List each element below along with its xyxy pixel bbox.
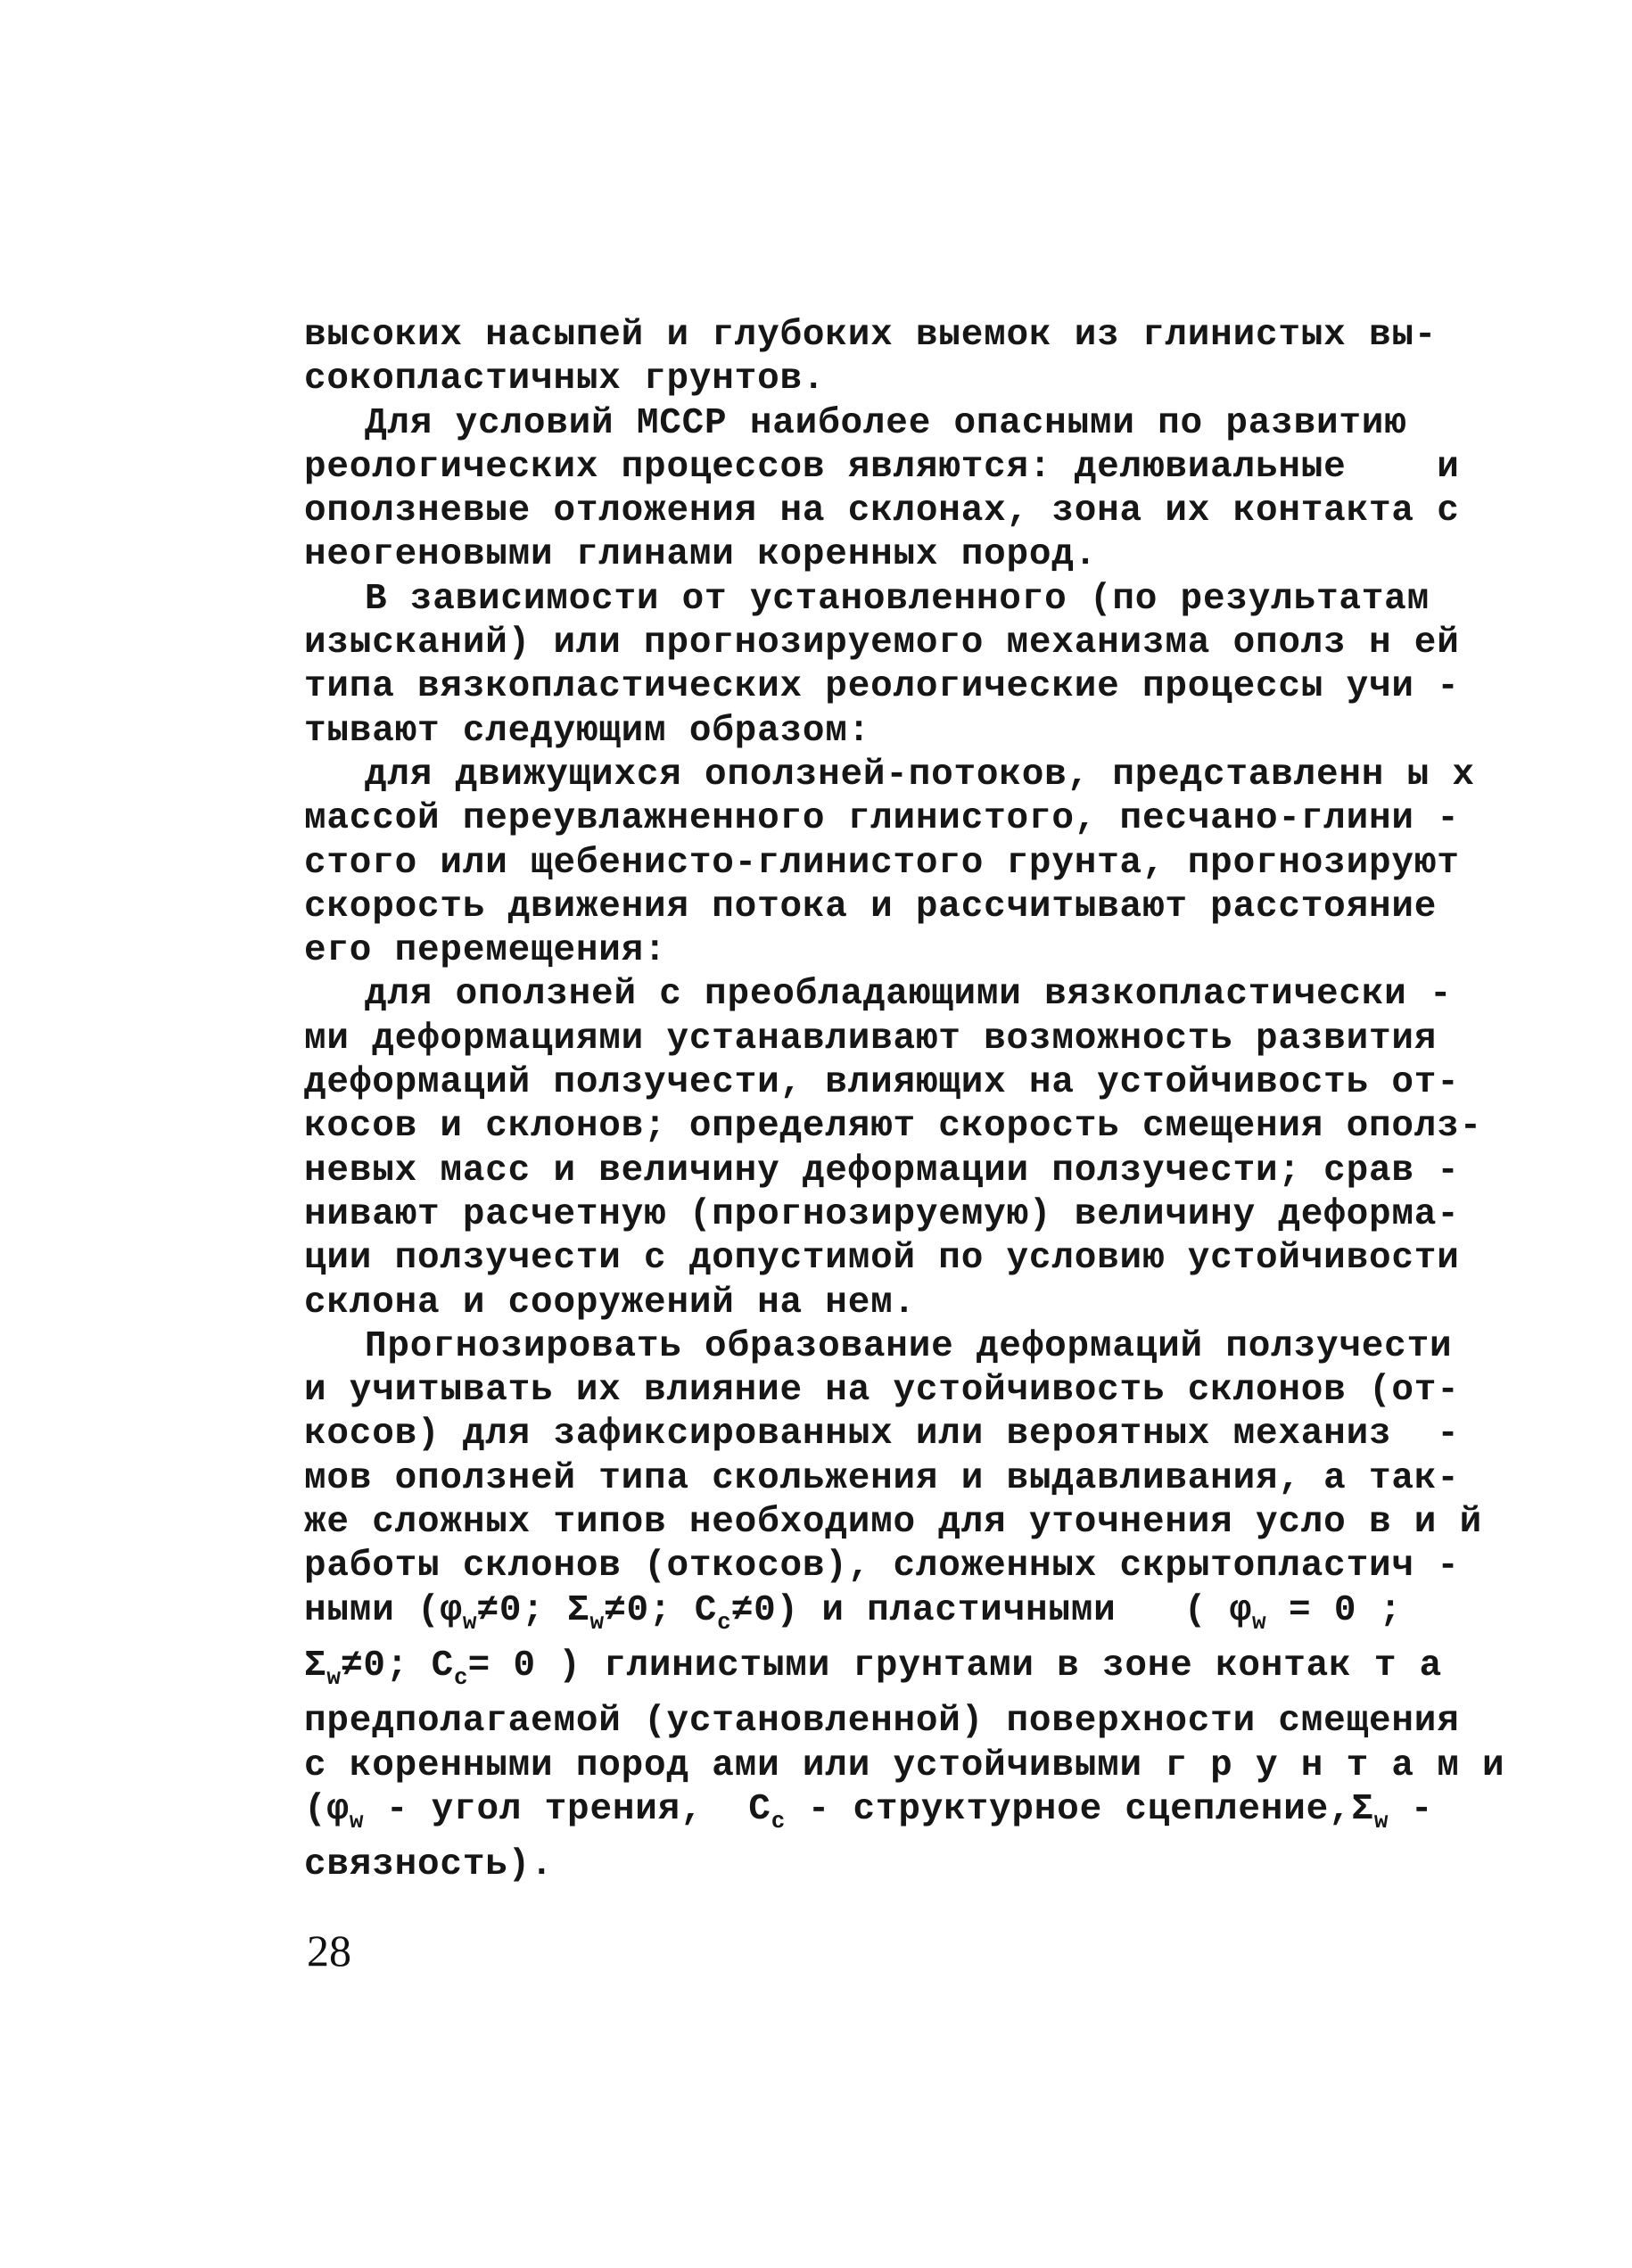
text-line [304,1788,1499,1843]
formula-text: = 0 ; [1265,1589,1403,1631]
formula-text: (φ [304,1788,350,1830]
text-line: В зависимости от установленного (по результатам [365,578,1430,620]
formula-subscript: w [1252,1608,1266,1636]
text-line: сокопластичных грунтов. [304,359,826,400]
text-line: с коренными пород ами или устойчивыми г р у н т а м и [304,1744,1505,1786]
formula-text: - структурное сцепление,Σ [785,1788,1374,1830]
text-line: предполагаемой (установленной) поверхности смещения [304,1701,1460,1743]
text-line: оползневые отложения на склонах, зона их контакта с [304,491,1460,532]
text-line: косов) для зафиксированных или вероятных механиз - [304,1414,1460,1456]
text-line: ции ползучести с допустимой по условию устойчивости [304,1238,1460,1280]
formula-text: Σ [304,1645,327,1687]
text-line: и учитывать их влияние на устойчивость склонов (от- [304,1370,1460,1412]
text-line: невых масс и величину деформации ползучести; срав - [304,1150,1460,1192]
formula-text: ными (φ [304,1589,463,1631]
text-line: же сложных типов необходимо для уточнения усло в и й [304,1502,1483,1544]
text-line: неогеновыми глинами коренных пород. [304,534,1098,576]
formula-subscript: c [717,1608,731,1636]
formula-subscript: c [771,1807,786,1835]
formula-subscript: w [326,1663,342,1691]
formula-subscript: w [349,1807,364,1835]
formula-subscript: w [1373,1807,1389,1835]
text-line: стого или щебенисто-глинистого грунта, прогнозируют [304,842,1460,884]
text-line: скорость движения потока и рассчитывают расстояние [304,886,1438,928]
text-line: для движущихся оползней-потоков, представленн ы х [365,754,1475,796]
text-line: склона и сооружений на нем. [304,1282,916,1324]
page-number: 28 [307,1926,351,1975]
text-line: мов оползней типа скольжения и выдавливания, а так- [304,1457,1460,1499]
formula-subscript: c [454,1663,468,1691]
text-line: тывают следующим образом: [304,710,871,752]
text-line: нивают расчетную (прогнозируемую) величину деформа- [304,1193,1460,1235]
formula-text: ≠0; C [604,1589,718,1631]
text-line: Прогнозировать образование деформаций ползучести [365,1325,1453,1367]
text-line: высоких насыпей и глубоких выемок из глинистых вы- [304,315,1438,356]
text-line: ми деформациями устанавливают возможность развития [304,1018,1438,1060]
formula-text: ≠0) и пластичными ( φ [730,1589,1253,1631]
text-line: Для условий МССР наиболее опасными по развитию [365,402,1407,444]
text-line: типа вязкопластических реологические процессы учи - [304,666,1460,708]
text-line: его перемещения: [304,930,667,972]
formula-text: = 0 ) глинистыми грунтами в зоне контак т а [467,1645,1443,1687]
formula-text: - [1388,1788,1434,1830]
text-line: работы склонов (откосов), сложенных скрытопластич - [304,1546,1460,1588]
formula-text: - угол трения, C [363,1788,771,1830]
text-column [304,314,1505,1887]
text-line: для оползней с преобладающими вязкопластически - [365,974,1453,1016]
text-line: массой переувлажненного глинистого, песчано-глини - [304,798,1460,840]
text-line: деформаций ползучести, влияющих на устойчивость от- [304,1062,1460,1104]
text-line: косов и склонов; определяют скорость смещения ополз- [304,1106,1483,1148]
text-line: изысканий) или прогнозируемого механизма ополз н ей [304,623,1460,664]
formula-subscript: w [589,1608,605,1636]
formula-text: ≠0; Σ [476,1589,590,1631]
formula-text: ≠0; C [341,1645,455,1687]
text-line: связность). [304,1844,554,1886]
text-line: реологических процессов являются: делювиальные и [304,446,1460,488]
text-line [304,1645,1499,1700]
formula-subscript: w [462,1608,477,1636]
text-line [304,1589,1499,1645]
